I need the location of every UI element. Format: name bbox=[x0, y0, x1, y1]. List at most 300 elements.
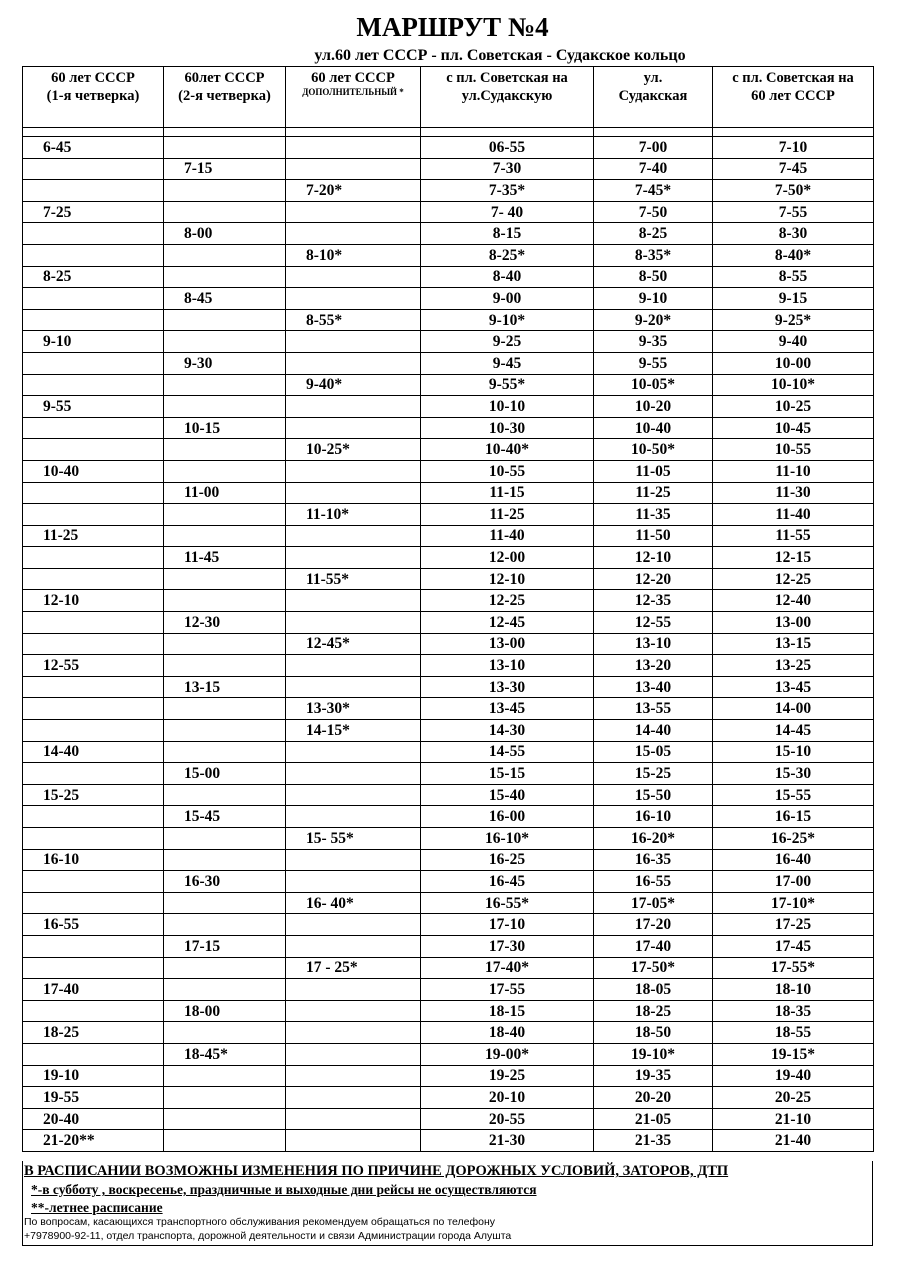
table-row bbox=[23, 1087, 874, 1109]
table-cell bbox=[23, 720, 164, 742]
table-cell bbox=[286, 525, 421, 547]
table-row bbox=[23, 741, 874, 763]
table-cell: 15-45 bbox=[164, 806, 286, 828]
table-cell: 12-15 bbox=[713, 547, 874, 569]
header-col-4: с пл. Советская на ул.Судакскую bbox=[421, 67, 594, 128]
table-cell bbox=[286, 288, 421, 310]
table-row bbox=[23, 137, 874, 159]
table-cell: 16- 40* bbox=[286, 892, 421, 914]
table-cell bbox=[164, 655, 286, 677]
table-row bbox=[23, 979, 874, 1001]
table-cell: 9-30 bbox=[164, 352, 286, 374]
table-cell: 13-20 bbox=[594, 655, 713, 677]
table-row bbox=[23, 655, 874, 677]
table-cell bbox=[286, 935, 421, 957]
table-cell bbox=[164, 979, 286, 1001]
table-cell bbox=[286, 1087, 421, 1109]
table-row bbox=[23, 352, 874, 374]
table-cell bbox=[23, 244, 164, 266]
table-cell: 14-00 bbox=[713, 698, 874, 720]
table-row bbox=[23, 935, 874, 957]
table-cell bbox=[286, 352, 421, 374]
table-cell: 18-35 bbox=[713, 1000, 874, 1022]
table-cell: 10-30 bbox=[421, 417, 594, 439]
table-row bbox=[23, 806, 874, 828]
table-cell: 17-45 bbox=[713, 935, 874, 957]
table-row bbox=[23, 914, 874, 936]
table-cell bbox=[164, 331, 286, 353]
table-cell: 13-00 bbox=[713, 612, 874, 634]
table-cell: 17-15 bbox=[164, 935, 286, 957]
table-cell bbox=[286, 417, 421, 439]
table-cell bbox=[164, 244, 286, 266]
table-cell: 17-00 bbox=[713, 871, 874, 893]
table-cell: 18-05 bbox=[594, 979, 713, 1001]
table-cell: 12-25 bbox=[713, 568, 874, 590]
table-cell: 21-40 bbox=[713, 1130, 874, 1152]
table-cell: 15-30 bbox=[713, 763, 874, 785]
table-cell bbox=[286, 266, 421, 288]
table-cell bbox=[286, 676, 421, 698]
table-cell: 13-25 bbox=[713, 655, 874, 677]
table-cell bbox=[164, 374, 286, 396]
table-cell bbox=[164, 741, 286, 763]
table-cell bbox=[286, 137, 421, 159]
table-row bbox=[23, 784, 874, 806]
table-cell: 7-30 bbox=[421, 158, 594, 180]
table-cell: 12-25 bbox=[421, 590, 594, 612]
table-row bbox=[23, 1065, 874, 1087]
schedule-table bbox=[22, 66, 874, 1152]
table-row bbox=[23, 201, 874, 223]
table-row bbox=[23, 568, 874, 590]
table-cell: 14-40 bbox=[594, 720, 713, 742]
table-cell: 7-15 bbox=[164, 158, 286, 180]
table-cell: 10-10 bbox=[421, 396, 594, 418]
table-cell: 16-30 bbox=[164, 871, 286, 893]
table-row bbox=[23, 1108, 874, 1130]
table-row bbox=[23, 720, 874, 742]
table-cell bbox=[286, 460, 421, 482]
table-cell bbox=[286, 1065, 421, 1087]
table-cell: 11-45 bbox=[164, 547, 286, 569]
table-cell: 16-40 bbox=[713, 849, 874, 871]
table-cell: 7-00 bbox=[594, 137, 713, 159]
table-cell bbox=[286, 482, 421, 504]
table-cell: 16-55* bbox=[421, 892, 594, 914]
table-cell: 18-55 bbox=[713, 1022, 874, 1044]
table-cell: 15-00 bbox=[164, 763, 286, 785]
table-cell: 11-55* bbox=[286, 568, 421, 590]
table-cell: 11-25 bbox=[23, 525, 164, 547]
table-cell bbox=[286, 979, 421, 1001]
table-cell: 10-45 bbox=[713, 417, 874, 439]
table-cell: 13-00 bbox=[421, 633, 594, 655]
table-cell bbox=[23, 352, 164, 374]
table-cell: 10-15 bbox=[164, 417, 286, 439]
table-cell: 11-30 bbox=[713, 482, 874, 504]
table-cell: 8-50 bbox=[594, 266, 713, 288]
table-cell: 12-00 bbox=[421, 547, 594, 569]
table-cell bbox=[286, 763, 421, 785]
table-cell: 17-40* bbox=[421, 957, 594, 979]
table-cell bbox=[164, 525, 286, 547]
table-cell: 13-45 bbox=[421, 698, 594, 720]
table-cell: 8-10* bbox=[286, 244, 421, 266]
table-cell bbox=[164, 1087, 286, 1109]
table-cell bbox=[23, 633, 164, 655]
table-cell: 19-40 bbox=[713, 1065, 874, 1087]
table-cell: 17-10 bbox=[421, 914, 594, 936]
table-cell: 12-45* bbox=[286, 633, 421, 655]
table-cell bbox=[23, 309, 164, 331]
table-cell bbox=[286, 849, 421, 871]
table-cell bbox=[23, 1043, 164, 1065]
table-cell bbox=[164, 460, 286, 482]
table-cell: 9-35 bbox=[594, 331, 713, 353]
table-cell: 12-40 bbox=[713, 590, 874, 612]
table-cell: 8-40* bbox=[713, 244, 874, 266]
table-row bbox=[23, 892, 874, 914]
table-cell bbox=[23, 806, 164, 828]
table-cell: 10-00 bbox=[713, 352, 874, 374]
table-row bbox=[23, 547, 874, 569]
table-cell: 8-25 bbox=[23, 266, 164, 288]
table-cell: 12-55 bbox=[23, 655, 164, 677]
table-cell: 15-10 bbox=[713, 741, 874, 763]
table-cell: 19-15* bbox=[713, 1043, 874, 1065]
table-cell bbox=[23, 763, 164, 785]
table-cell bbox=[286, 741, 421, 763]
table-cell: 12-10 bbox=[23, 590, 164, 612]
table-cell: 14-15* bbox=[286, 720, 421, 742]
page-title: МАРШРУТ №4 bbox=[356, 12, 549, 42]
table-cell: 17-30 bbox=[421, 935, 594, 957]
table-cell bbox=[23, 180, 164, 202]
table-row bbox=[23, 439, 874, 461]
table-cell bbox=[286, 612, 421, 634]
table-cell: 13-45 bbox=[713, 676, 874, 698]
table-cell: 9-55 bbox=[594, 352, 713, 374]
table-cell: 17-20 bbox=[594, 914, 713, 936]
table-cell: 17-10* bbox=[713, 892, 874, 914]
route-subtitle: ул.60 лет СССР - пл. Советская - Судакское кольцо bbox=[314, 47, 686, 64]
table-cell: 8-25 bbox=[594, 223, 713, 245]
table-cell: 9-15 bbox=[713, 288, 874, 310]
table-cell: 13-30 bbox=[421, 676, 594, 698]
table-row bbox=[23, 612, 874, 634]
table-row bbox=[23, 676, 874, 698]
table-cell: 16-55 bbox=[594, 871, 713, 893]
table-cell bbox=[23, 158, 164, 180]
table-row bbox=[23, 828, 874, 850]
table-cell: 10-10* bbox=[713, 374, 874, 396]
table-cell: 13-10 bbox=[594, 633, 713, 655]
table-cell bbox=[23, 612, 164, 634]
table-cell bbox=[23, 957, 164, 979]
table-cell: 17-05* bbox=[594, 892, 713, 914]
table-cell: 11-40 bbox=[713, 504, 874, 526]
table-cell bbox=[23, 698, 164, 720]
table-row bbox=[23, 460, 874, 482]
table-cell: 16-10 bbox=[23, 849, 164, 871]
table-row bbox=[23, 871, 874, 893]
table-cell: 15-55 bbox=[713, 784, 874, 806]
table-cell: 8-40 bbox=[421, 266, 594, 288]
table-cell: 06-55 bbox=[421, 137, 594, 159]
table-cell bbox=[286, 331, 421, 353]
table-cell bbox=[164, 201, 286, 223]
table-cell: 8-55* bbox=[286, 309, 421, 331]
table-cell: 18-45* bbox=[164, 1043, 286, 1065]
table-cell bbox=[23, 504, 164, 526]
table-cell: 8-30 bbox=[713, 223, 874, 245]
table-cell bbox=[164, 1130, 286, 1152]
table-row bbox=[23, 266, 874, 288]
table-cell bbox=[164, 396, 286, 418]
table-cell bbox=[164, 892, 286, 914]
table-cell bbox=[286, 871, 421, 893]
table-cell bbox=[164, 957, 286, 979]
table-cell: 20-10 bbox=[421, 1087, 594, 1109]
table-cell: 10-40 bbox=[23, 460, 164, 482]
table-cell: 11-40 bbox=[421, 525, 594, 547]
table-cell: 9-20* bbox=[594, 309, 713, 331]
table-cell: 21-35 bbox=[594, 1130, 713, 1152]
table-cell: 12-30 bbox=[164, 612, 286, 634]
table-cell: 11-50 bbox=[594, 525, 713, 547]
table-cell: 8-15 bbox=[421, 223, 594, 245]
table-cell: 10-25* bbox=[286, 439, 421, 461]
table-cell bbox=[164, 590, 286, 612]
table-cell bbox=[286, 806, 421, 828]
table-cell: 16-10* bbox=[421, 828, 594, 850]
table-cell: 13-30* bbox=[286, 698, 421, 720]
table-cell: 12-45 bbox=[421, 612, 594, 634]
table-cell: 21-10 bbox=[713, 1108, 874, 1130]
table-cell bbox=[286, 158, 421, 180]
table-cell: 11-00 bbox=[164, 482, 286, 504]
table-cell: 7-55 bbox=[713, 201, 874, 223]
table-cell: 20-40 bbox=[23, 1108, 164, 1130]
header-row bbox=[23, 67, 874, 128]
table-cell: 9-25 bbox=[421, 331, 594, 353]
warning-note: В РАСПИСАНИИ ВОЗМОЖНЫ ИЗМЕНЕНИЯ ПО ПРИЧИНЕ ДОРОЖНЫХ УСЛОВИЙ, ЗАТОРОВ, ДТП bbox=[24, 1163, 729, 1179]
table-cell bbox=[286, 1130, 421, 1152]
table-cell: 9-10* bbox=[421, 309, 594, 331]
table-cell: 21-20** bbox=[23, 1130, 164, 1152]
table-cell: 15-05 bbox=[594, 741, 713, 763]
table-cell: 8-45 bbox=[164, 288, 286, 310]
table-cell: 7-50* bbox=[713, 180, 874, 202]
table-cell: 10-40* bbox=[421, 439, 594, 461]
table-row bbox=[23, 331, 874, 353]
table-row bbox=[23, 1022, 874, 1044]
table-cell: 18-25 bbox=[594, 1000, 713, 1022]
table-row bbox=[23, 957, 874, 979]
table-row bbox=[23, 417, 874, 439]
table-cell bbox=[23, 828, 164, 850]
table-cell: 21-05 bbox=[594, 1108, 713, 1130]
table-row bbox=[23, 590, 874, 612]
table-cell: 17 - 25* bbox=[286, 957, 421, 979]
table-cell bbox=[23, 417, 164, 439]
table-cell bbox=[23, 935, 164, 957]
table-cell: 17-55 bbox=[421, 979, 594, 1001]
table-row bbox=[23, 482, 874, 504]
table-cell: 16-15 bbox=[713, 806, 874, 828]
table-cell bbox=[286, 223, 421, 245]
table-cell: 15-50 bbox=[594, 784, 713, 806]
table-cell: 17-40 bbox=[23, 979, 164, 1001]
table-cell: 13-10 bbox=[421, 655, 594, 677]
table-row bbox=[23, 180, 874, 202]
table-row bbox=[23, 1000, 874, 1022]
table-cell: 9-45 bbox=[421, 352, 594, 374]
table-cell: 19-00* bbox=[421, 1043, 594, 1065]
table-cell: 11-15 bbox=[421, 482, 594, 504]
table-cell: 11-55 bbox=[713, 525, 874, 547]
schedule-body bbox=[23, 128, 874, 1152]
table-cell: 16-25* bbox=[713, 828, 874, 850]
table-cell: 19-35 bbox=[594, 1065, 713, 1087]
table-cell: 7- 40 bbox=[421, 201, 594, 223]
table-cell: 16-20* bbox=[594, 828, 713, 850]
header-col-6: с пл. Советская на 60 лет СССР bbox=[713, 67, 874, 128]
table-cell: 9-55 bbox=[23, 396, 164, 418]
table-cell: 10-05* bbox=[594, 374, 713, 396]
table-cell: 6-45 bbox=[23, 137, 164, 159]
table-cell: 15-15 bbox=[421, 763, 594, 785]
table-cell: 13-15 bbox=[164, 676, 286, 698]
table-cell: 15- 55* bbox=[286, 828, 421, 850]
table-cell bbox=[286, 201, 421, 223]
table-cell: 10-25 bbox=[713, 396, 874, 418]
table-row bbox=[23, 633, 874, 655]
table-row bbox=[23, 288, 874, 310]
table-cell: 9-25* bbox=[713, 309, 874, 331]
table-cell: 9-40 bbox=[713, 331, 874, 353]
table-cell: 12-10 bbox=[594, 547, 713, 569]
table-cell: 11-35 bbox=[594, 504, 713, 526]
table-cell: 11-25 bbox=[421, 504, 594, 526]
table-cell: 7-40 bbox=[594, 158, 713, 180]
table-cell: 19-25 bbox=[421, 1065, 594, 1087]
table-cell: 17-40 bbox=[594, 935, 713, 957]
table-row bbox=[23, 525, 874, 547]
table-cell bbox=[286, 1043, 421, 1065]
table-row bbox=[23, 1130, 874, 1152]
table-cell: 10-50* bbox=[594, 439, 713, 461]
table-row bbox=[23, 244, 874, 266]
table-cell: 12-10 bbox=[421, 568, 594, 590]
table-cell bbox=[286, 655, 421, 677]
header-col-2: 60лет СССР (2-я четверка) bbox=[164, 67, 286, 128]
table-cell: 11-25 bbox=[594, 482, 713, 504]
table-cell: 17-25 bbox=[713, 914, 874, 936]
table-cell: 8-25* bbox=[421, 244, 594, 266]
header-col-3: 60 лет СССР ДОПОЛНИТЕЛЬНЫЙ * bbox=[286, 67, 421, 128]
table-cell: 18-15 bbox=[421, 1000, 594, 1022]
summer-note: **-летнее расписание bbox=[31, 1200, 163, 1215]
table-cell: 19-55 bbox=[23, 1087, 164, 1109]
table-cell: 17-50* bbox=[594, 957, 713, 979]
table-cell: 17-55* bbox=[713, 957, 874, 979]
table-cell bbox=[23, 288, 164, 310]
table-cell: 7-45 bbox=[713, 158, 874, 180]
table-cell bbox=[23, 223, 164, 245]
table-cell: 19-10 bbox=[23, 1065, 164, 1087]
table-cell: 20-55 bbox=[421, 1108, 594, 1130]
table-cell: 11-05 bbox=[594, 460, 713, 482]
table-cell: 7-25 bbox=[23, 201, 164, 223]
table-cell: 16-45 bbox=[421, 871, 594, 893]
table-cell: 19-10* bbox=[594, 1043, 713, 1065]
table-cell: 7-20* bbox=[286, 180, 421, 202]
table-row bbox=[23, 223, 874, 245]
table-row bbox=[23, 158, 874, 180]
table-cell: 14-45 bbox=[713, 720, 874, 742]
table-row bbox=[23, 396, 874, 418]
table-cell: 13-15 bbox=[713, 633, 874, 655]
table-row bbox=[23, 504, 874, 526]
table-cell: 9-10 bbox=[594, 288, 713, 310]
table-cell bbox=[164, 266, 286, 288]
table-cell: 14-55 bbox=[421, 741, 594, 763]
table-cell: 15-25 bbox=[23, 784, 164, 806]
table-cell bbox=[23, 676, 164, 698]
table-cell: 11-10 bbox=[713, 460, 874, 482]
table-cell bbox=[23, 871, 164, 893]
table-cell: 20-20 bbox=[594, 1087, 713, 1109]
contact-line-1: По вопросам, касающихся транспортного обслуживания рекомендуем обращаться по телефону bbox=[24, 1216, 495, 1228]
table-cell bbox=[286, 784, 421, 806]
table-cell: 21-30 bbox=[421, 1130, 594, 1152]
table-cell: 8-00 bbox=[164, 223, 286, 245]
table-cell: 10-20 bbox=[594, 396, 713, 418]
table-cell: 18-40 bbox=[421, 1022, 594, 1044]
table-cell bbox=[164, 504, 286, 526]
table-cell: 9-00 bbox=[421, 288, 594, 310]
table-cell bbox=[164, 1065, 286, 1087]
table-cell: 12-20 bbox=[594, 568, 713, 590]
table-row bbox=[23, 763, 874, 785]
table-row bbox=[23, 698, 874, 720]
table-cell: 7-10 bbox=[713, 137, 874, 159]
table-cell: 20-25 bbox=[713, 1087, 874, 1109]
table-cell bbox=[23, 547, 164, 569]
table-cell bbox=[164, 914, 286, 936]
table-row bbox=[23, 849, 874, 871]
table-cell bbox=[164, 784, 286, 806]
table-cell bbox=[23, 568, 164, 590]
table-cell: 16-55 bbox=[23, 914, 164, 936]
footer-notes bbox=[22, 1161, 873, 1246]
table-cell bbox=[164, 633, 286, 655]
table-cell: 12-35 bbox=[594, 590, 713, 612]
table-cell: 8-55 bbox=[713, 266, 874, 288]
table-cell bbox=[164, 568, 286, 590]
table-cell: 8-35* bbox=[594, 244, 713, 266]
table-cell: 15-25 bbox=[594, 763, 713, 785]
table-row bbox=[23, 1043, 874, 1065]
table-cell: 9-10 bbox=[23, 331, 164, 353]
table-cell bbox=[286, 914, 421, 936]
table-cell: 10-55 bbox=[713, 439, 874, 461]
table-cell: 14-40 bbox=[23, 741, 164, 763]
table-cell bbox=[23, 374, 164, 396]
table-cell bbox=[164, 439, 286, 461]
